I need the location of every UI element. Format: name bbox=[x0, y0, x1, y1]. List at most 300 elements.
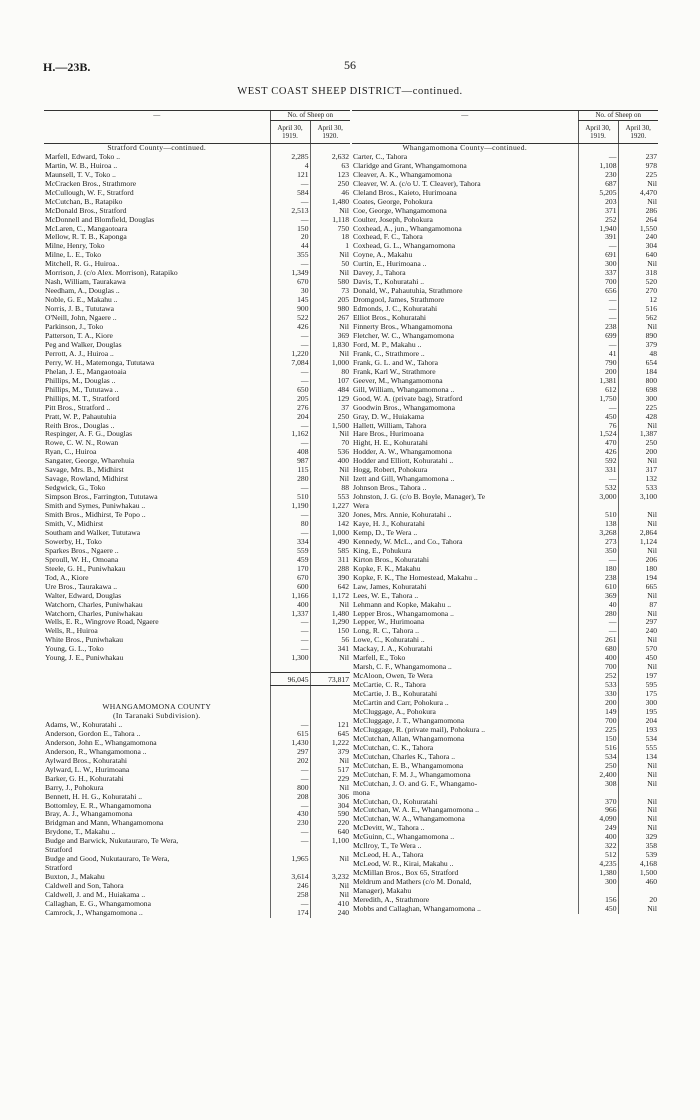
sheep-1920: 978 bbox=[618, 162, 658, 171]
table-row bbox=[44, 448, 350, 457]
sheep-1920: Nil bbox=[310, 207, 350, 216]
sheep-1920: 1,227 bbox=[310, 502, 350, 511]
owner-name: McCluggage, R. (private mail), Pohokura .. bbox=[353, 725, 486, 734]
owner-name: Perrott, A. J., Huiroa .. bbox=[45, 349, 114, 358]
sheep-1919: 20 bbox=[270, 233, 310, 242]
owner-name: McGuinn, C., Whangamomona .. bbox=[353, 833, 455, 842]
table-row bbox=[44, 882, 350, 891]
right-column-table bbox=[352, 110, 658, 914]
sheep-1920: Nil bbox=[618, 762, 658, 771]
table-row bbox=[44, 207, 350, 216]
sheep-1920: 1,000 bbox=[310, 359, 350, 368]
sheep-1920: 197 bbox=[618, 672, 658, 681]
table-row bbox=[44, 802, 350, 811]
table-row bbox=[44, 386, 350, 395]
empty-cell bbox=[270, 663, 310, 672]
table-row bbox=[44, 775, 350, 784]
sheep-1920: 534 bbox=[618, 735, 658, 744]
table-row bbox=[44, 610, 350, 619]
owner-name: Caldwell, J. and M., Huiakama .. bbox=[45, 891, 146, 900]
sheep-1919: 430 bbox=[270, 810, 310, 819]
sheep-1919: 522 bbox=[270, 314, 310, 323]
sheep-1920 bbox=[618, 789, 658, 798]
owner-name: Marsh, C. F., Whangamomona .. bbox=[353, 663, 452, 672]
owner-name: Ford, M. P., Makahu .. bbox=[353, 340, 422, 349]
owner-name: Anderson, John E., Whangamomona bbox=[45, 738, 157, 747]
sheep-1919: 276 bbox=[270, 404, 310, 413]
sheep-1920: Nil bbox=[618, 771, 658, 780]
table-row bbox=[352, 502, 658, 511]
sheep-1919: 369 bbox=[578, 592, 618, 601]
table-row bbox=[352, 466, 658, 475]
sheep-1920: Nil bbox=[618, 815, 658, 824]
owner-name: Simpson Bros., Farrington, Tututawa bbox=[45, 493, 158, 502]
sheep-1919 bbox=[578, 887, 618, 896]
sheep-1919: — bbox=[270, 377, 310, 386]
owner-name: Sproull, W. H., Omoana bbox=[45, 555, 119, 564]
sheep-1920: 317 bbox=[618, 466, 658, 475]
sheep-1920: 80 bbox=[310, 368, 350, 377]
sheep-1920: 70 bbox=[310, 439, 350, 448]
table-row bbox=[352, 601, 658, 610]
table-row bbox=[352, 556, 658, 565]
sheep-1920: Nil bbox=[618, 457, 658, 466]
table-row bbox=[44, 153, 350, 162]
table-row bbox=[44, 189, 350, 198]
sheep-1920: 3,232 bbox=[310, 873, 350, 882]
sheep-1920: Nil bbox=[618, 592, 658, 601]
owner-name: Barker, G. H., Kohuratahi bbox=[45, 774, 124, 783]
owner-name: Mackay, J. A., Kohuratahi bbox=[353, 645, 433, 654]
sheep-1919: 203 bbox=[578, 198, 618, 207]
sheep-1920: 300 bbox=[618, 699, 658, 708]
table-row bbox=[44, 766, 350, 775]
owner-name: Cleland Bros., Kaieto, Hurimoana bbox=[353, 188, 457, 197]
sheep-1920: 1,000 bbox=[310, 529, 350, 538]
owner-name: Kirton Bros., Kohuratahi bbox=[353, 555, 429, 564]
owner-name: Savage, Mrs. B., Midhirst bbox=[45, 466, 124, 475]
owner-name: Watchorn, Charles, Puniwhakau bbox=[45, 600, 143, 609]
owner-name: Callaghan, E. G., Whangamomona bbox=[45, 900, 151, 909]
sheep-1920: Nil bbox=[310, 757, 350, 766]
sheep-1920: 12 bbox=[618, 296, 658, 305]
owner-name: Pitt Bros., Stratford .. bbox=[45, 403, 111, 412]
sheep-1919: 121 bbox=[270, 171, 310, 180]
owner-name: Parkinson, J., Toko bbox=[45, 323, 104, 332]
empty-cell bbox=[44, 694, 270, 703]
sheep-1920: 304 bbox=[310, 802, 350, 811]
sheep-1919: 1,349 bbox=[270, 269, 310, 278]
sheep-1920 bbox=[618, 887, 658, 896]
table-row bbox=[352, 735, 658, 744]
owner-name: Kemp, D., Te Wera .. bbox=[353, 528, 418, 537]
sheep-1919: 1,220 bbox=[270, 350, 310, 359]
sheep-1920: 204 bbox=[618, 717, 658, 726]
sheep-1920 bbox=[310, 864, 350, 873]
owner-name: Lees, W. E., Tahora .. bbox=[353, 591, 419, 600]
sheep-1919: 138 bbox=[578, 520, 618, 529]
table-row bbox=[44, 359, 350, 368]
table-row bbox=[352, 350, 658, 359]
sheep-1920: 536 bbox=[310, 448, 350, 457]
table-row bbox=[352, 815, 658, 824]
sheep-1920: 240 bbox=[618, 233, 658, 242]
sheep-1920: Nil bbox=[618, 780, 658, 789]
sheep-1919: 1,108 bbox=[578, 162, 618, 171]
owner-name: Phillips, M., Douglas .. bbox=[45, 376, 116, 385]
owner-name: Jones, Mrs. Annie, Kohuratahi .. bbox=[353, 511, 452, 520]
sheep-1920: 1,100 bbox=[310, 837, 350, 846]
sheep-1920: 698 bbox=[618, 386, 658, 395]
sheep-1920: 580 bbox=[310, 278, 350, 287]
table-row bbox=[44, 457, 350, 466]
sheep-1919: 300 bbox=[578, 260, 618, 269]
sheep-1920: 121 bbox=[310, 721, 350, 730]
sheep-1919: 4,235 bbox=[578, 860, 618, 869]
sheep-1919: 700 bbox=[578, 278, 618, 287]
sheep-1919: 790 bbox=[578, 359, 618, 368]
year-1920-header: April 30, 1920. bbox=[618, 120, 658, 143]
owner-name: Finnerty Bros., Whangamomona bbox=[353, 323, 453, 332]
owner-name: McMillan Bros., Box 65, Stratford bbox=[353, 869, 459, 878]
owner-name: Smith and Symes, Puniwhakau .. bbox=[45, 502, 146, 511]
sheep-1919: — bbox=[578, 153, 618, 162]
sheep-1919: — bbox=[270, 511, 310, 520]
sheep-1920: 286 bbox=[618, 207, 658, 216]
sheep-1919: 5,205 bbox=[578, 189, 618, 198]
table-row bbox=[352, 430, 658, 439]
sheep-1920: 642 bbox=[310, 583, 350, 592]
table-row bbox=[44, 855, 350, 864]
owner-name: Sowerby, H., Toko bbox=[45, 537, 102, 546]
table-row bbox=[352, 726, 658, 735]
owner-header: — bbox=[352, 111, 578, 144]
sheep-1919: 2,513 bbox=[270, 207, 310, 216]
sheep-1920: 320 bbox=[310, 511, 350, 520]
sheep-1919: 261 bbox=[578, 636, 618, 645]
table-row bbox=[44, 314, 350, 323]
sheep-1919: 2,285 bbox=[270, 153, 310, 162]
sheep-1919: 308 bbox=[578, 780, 618, 789]
owner-name: McCutchan, J. O. and G. F., Whangamo- bbox=[353, 779, 478, 788]
sheep-1919: 337 bbox=[578, 269, 618, 278]
year-1919-header: April 30, 1919. bbox=[270, 120, 310, 143]
sheep-1919: 370 bbox=[578, 798, 618, 807]
owner-name: McDonald Bros., Stratford bbox=[45, 206, 127, 215]
sheep-1920: Nil bbox=[310, 784, 350, 793]
sheep-1919: 670 bbox=[270, 574, 310, 583]
table-row bbox=[352, 493, 658, 502]
owner-name: Camrock, J., Whangamomona .. bbox=[45, 908, 143, 917]
owner-name: Fletcher, W. C., Whangamomona bbox=[353, 331, 454, 340]
owner-name: Law, James, Kohuratahi bbox=[353, 582, 427, 591]
table-row bbox=[44, 574, 350, 583]
owner-name: King, E., Pohukura bbox=[353, 546, 412, 555]
sheep-1919 bbox=[578, 789, 618, 798]
empty-cell bbox=[310, 143, 350, 152]
sheep-1919: 470 bbox=[578, 439, 618, 448]
sheep-1920: 590 bbox=[310, 810, 350, 819]
sheep-1920: Nil bbox=[618, 798, 658, 807]
table-row bbox=[352, 404, 658, 413]
table-row bbox=[352, 627, 658, 636]
sheep-1920: 379 bbox=[310, 748, 350, 757]
sheep-1920: 1,480 bbox=[310, 198, 350, 207]
owner-name: Hogg, Robert, Pohokura bbox=[353, 466, 428, 475]
table-row bbox=[44, 233, 350, 242]
table-row bbox=[352, 672, 658, 681]
owner-name: White Bros., Puniwhakau bbox=[45, 636, 124, 645]
sheep-1920: 539 bbox=[618, 851, 658, 860]
sheep-1920: 250 bbox=[310, 413, 350, 422]
owner-name: Savage, Rowland, Midhirst bbox=[45, 475, 129, 484]
sheep-1919: 1,380 bbox=[578, 869, 618, 878]
empty-cell bbox=[310, 694, 350, 703]
table-row bbox=[44, 466, 350, 475]
owner-name: Martin, W. B., Huiroa .. bbox=[45, 161, 118, 170]
empty-cell bbox=[270, 685, 310, 694]
table-row bbox=[352, 260, 658, 269]
owner-name: Cleaver, W. A. (c/o U. T. Cleaver), Tahora bbox=[353, 179, 481, 188]
table-row bbox=[44, 592, 350, 601]
sheep-1919: 180 bbox=[578, 565, 618, 574]
table-row bbox=[352, 207, 658, 216]
sheep-1919: 80 bbox=[270, 520, 310, 529]
owner-name: Smith, V., Midhirst bbox=[45, 519, 104, 528]
empty-cell bbox=[310, 703, 350, 712]
table-row bbox=[352, 359, 658, 368]
owner-name: Johnson Bros., Tahora .. bbox=[353, 484, 427, 493]
owner-name: Marfell, E., Toko bbox=[353, 654, 406, 663]
table-row bbox=[352, 547, 658, 556]
sheep-1920: 194 bbox=[618, 574, 658, 583]
table-row bbox=[352, 511, 658, 520]
sheep-1920: 250 bbox=[618, 439, 658, 448]
table-row bbox=[44, 618, 350, 627]
owner-name: McIlroy, T., Te Wera .. bbox=[353, 842, 422, 851]
sheep-1920: Nil bbox=[310, 882, 350, 891]
table-row bbox=[44, 430, 350, 439]
sheep-1920: 329 bbox=[618, 833, 658, 842]
owner-name: Frank, G. L. and W., Tahora bbox=[353, 358, 438, 367]
owner-name: Frank, C., Strathmore .. bbox=[353, 349, 425, 358]
county-heading-text: (In Taranaki Subdivision). bbox=[113, 712, 201, 720]
empty-cell bbox=[270, 143, 310, 152]
sheep-1919: 297 bbox=[270, 748, 310, 757]
sheep-1920: 300 bbox=[618, 395, 658, 404]
sheep-1920: 570 bbox=[618, 645, 658, 654]
owner-name: Claridge and Grant, Whangamomona bbox=[353, 161, 467, 170]
owner-name: McCartin and Carr, Pohokura .. bbox=[353, 699, 449, 708]
sheep-1919: 1,337 bbox=[270, 610, 310, 619]
table-row bbox=[44, 819, 350, 828]
owner-name: McCutchan, E. B., Whangamomona bbox=[353, 761, 464, 770]
sheep-1920: Nil bbox=[310, 654, 350, 663]
owner-name: McCluggage, A., Pohokura bbox=[353, 708, 436, 716]
owner-name: Bennett, H. H. G., Kohuratahi .. bbox=[45, 792, 143, 801]
owner-name: Maunsell, T. V., Toko .. bbox=[45, 170, 116, 179]
sheep-1919: 700 bbox=[578, 663, 618, 672]
owner-name: Phillips, M., Tututawa .. bbox=[45, 385, 119, 394]
owner-name: McCutchan, Charles K., Tahora .. bbox=[353, 752, 456, 761]
sheep-1919: 687 bbox=[578, 180, 618, 189]
sheep-1919: 592 bbox=[578, 457, 618, 466]
table-row bbox=[352, 887, 658, 896]
sheep-1920: 1,290 bbox=[310, 618, 350, 627]
sheep-1920: 369 bbox=[310, 332, 350, 341]
sheep-1919: 691 bbox=[578, 251, 618, 260]
table-row bbox=[352, 690, 658, 699]
sheep-count-header: No. of Sheep on bbox=[578, 111, 658, 121]
sheep-1919: 459 bbox=[270, 556, 310, 565]
owner-name: McCutchan, C. K., Tahora bbox=[353, 743, 434, 752]
table-row bbox=[44, 864, 350, 873]
sheep-1920: 270 bbox=[618, 287, 658, 296]
table-row bbox=[352, 583, 658, 592]
table-row bbox=[44, 739, 350, 748]
sheep-1919: 145 bbox=[270, 296, 310, 305]
owner-name: Long, R. C., Tahora .. bbox=[353, 627, 419, 636]
owner-name: Elliot Bros., Kohuratahi bbox=[353, 314, 426, 323]
table-row bbox=[44, 404, 350, 413]
owner-name: Reith Bros., Douglas .. bbox=[45, 421, 115, 430]
empty-cell bbox=[44, 685, 270, 694]
table-row bbox=[352, 645, 658, 654]
owner-name: McCluggage, J. T., Whangamomona bbox=[353, 716, 465, 725]
sheep-1919: — bbox=[270, 627, 310, 636]
sheep-1920: 890 bbox=[618, 332, 658, 341]
owner-name: Watchorn, Charles, Puniwhakau bbox=[45, 609, 143, 618]
sheep-count-header: No. of Sheep on bbox=[270, 111, 350, 121]
table-row bbox=[44, 810, 350, 819]
sheep-1920: Nil bbox=[310, 251, 350, 260]
sheep-1919: 584 bbox=[270, 189, 310, 198]
table-row bbox=[352, 422, 658, 431]
owner-name: Lowe, C., Kohuratahi .. bbox=[353, 636, 425, 645]
table-row bbox=[44, 368, 350, 377]
owner-name: Anderson, R., Whangamomona .. bbox=[45, 747, 147, 756]
sheep-1919: 987 bbox=[270, 457, 310, 466]
sheep-1920: 585 bbox=[310, 547, 350, 556]
sheep-1920: Nil bbox=[618, 610, 658, 619]
county-heading bbox=[44, 143, 350, 152]
total-1919: 96,045 bbox=[270, 672, 310, 685]
sheep-1920: 184 bbox=[618, 368, 658, 377]
year-1920-header: April 30, 1920. bbox=[310, 120, 350, 143]
owner-name: Aylward Bros., Kohuratahi bbox=[45, 756, 127, 765]
empty-cell bbox=[270, 703, 310, 712]
sheep-1920: 484 bbox=[310, 386, 350, 395]
table-row bbox=[44, 520, 350, 529]
owner-name: Brydone, T., Makahu .. bbox=[45, 828, 116, 837]
owner-name: Bray, A. J., Whangamomona bbox=[45, 810, 133, 819]
sheep-1920: 87 bbox=[618, 601, 658, 610]
owner-name: Wells, E. R., Wingrove Road, Ngaere bbox=[45, 618, 159, 627]
owner-name: Gill, William, Whangamomona .. bbox=[353, 385, 455, 394]
owner-name: Caldwell and Son, Tahora bbox=[45, 882, 124, 891]
table-row bbox=[352, 323, 658, 332]
sheep-1920: 129 bbox=[310, 395, 350, 404]
sheep-1920: Nil bbox=[618, 547, 658, 556]
table-row bbox=[352, 171, 658, 180]
sheep-1920: 595 bbox=[618, 681, 658, 690]
owner-name: Wera bbox=[353, 502, 369, 511]
owner-name: Noble, G. E., Makahu .. bbox=[45, 296, 118, 305]
sheep-1919: — bbox=[270, 198, 310, 207]
sheep-1919: 670 bbox=[270, 278, 310, 287]
table-row bbox=[352, 198, 658, 207]
sheep-1919: 273 bbox=[578, 538, 618, 547]
table-row bbox=[44, 793, 350, 802]
sheep-1920: 490 bbox=[310, 538, 350, 547]
owner-name: Aylward, L. W., Hurimoana bbox=[45, 765, 130, 774]
table-row bbox=[44, 784, 350, 793]
sheep-1920: 980 bbox=[310, 305, 350, 314]
owner-name: Young, J. E., Puniwhakau bbox=[45, 654, 124, 663]
sheep-1920: 288 bbox=[310, 565, 350, 574]
table-row bbox=[352, 663, 658, 672]
sheep-1919: 600 bbox=[270, 583, 310, 592]
sheep-1920: 410 bbox=[310, 900, 350, 909]
table-row bbox=[352, 806, 658, 815]
sheep-1920: 1,124 bbox=[618, 538, 658, 547]
table-row bbox=[352, 314, 658, 323]
owner-name: Peg and Walker, Douglas bbox=[45, 340, 122, 349]
sheep-1919: 534 bbox=[578, 753, 618, 762]
sheep-1919: — bbox=[270, 802, 310, 811]
sheep-1919: — bbox=[270, 837, 310, 846]
table-row bbox=[44, 242, 350, 251]
year-1919-header: April 30, 1919. bbox=[578, 120, 618, 143]
empty-cell bbox=[310, 663, 350, 672]
table-row bbox=[44, 260, 350, 269]
spacer-row bbox=[44, 685, 350, 694]
owner-name: Coyne, A., Makahu bbox=[353, 251, 413, 260]
table-row bbox=[44, 748, 350, 757]
sheep-1920: 1,222 bbox=[310, 739, 350, 748]
table-row bbox=[44, 278, 350, 287]
table-row bbox=[352, 824, 658, 833]
sheep-1919: 252 bbox=[578, 216, 618, 225]
owner-name: Walter, Edward, Douglas bbox=[45, 591, 122, 600]
table-row bbox=[352, 851, 658, 860]
sheep-1919: 238 bbox=[578, 323, 618, 332]
sheep-1919: 44 bbox=[270, 242, 310, 251]
owner-name: Sparkes Bros., Ngaere .. bbox=[45, 546, 119, 555]
owner-name: Patterson, T. A., Kiore bbox=[45, 331, 113, 340]
sheep-1920: 267 bbox=[310, 314, 350, 323]
owner-name: mona bbox=[353, 788, 370, 797]
sheep-1919: — bbox=[270, 260, 310, 269]
table-row bbox=[44, 547, 350, 556]
owner-name: McLeod, H. A., Tahora bbox=[353, 851, 424, 860]
sheep-1920: 229 bbox=[310, 775, 350, 784]
owner-name: Wells, R., Huiroa bbox=[45, 627, 98, 636]
table-row bbox=[352, 878, 658, 887]
empty-cell bbox=[310, 712, 350, 721]
table-row bbox=[352, 287, 658, 296]
sheep-1920: Nil bbox=[310, 430, 350, 439]
table-row bbox=[44, 583, 350, 592]
owner-name: Phelan, J. E., Mangaotoaia bbox=[45, 367, 127, 376]
sheep-1919: 350 bbox=[578, 547, 618, 556]
owner-name: Marfell, Edward, Toko .. bbox=[45, 152, 121, 161]
owner-name: Kopke, F. K., Makahu bbox=[353, 564, 421, 573]
table-row bbox=[352, 251, 658, 260]
owner-name: McCartie, J. B., Kohuratahi bbox=[353, 690, 438, 699]
sheep-1919: 1,190 bbox=[270, 502, 310, 511]
table-row bbox=[352, 610, 658, 619]
